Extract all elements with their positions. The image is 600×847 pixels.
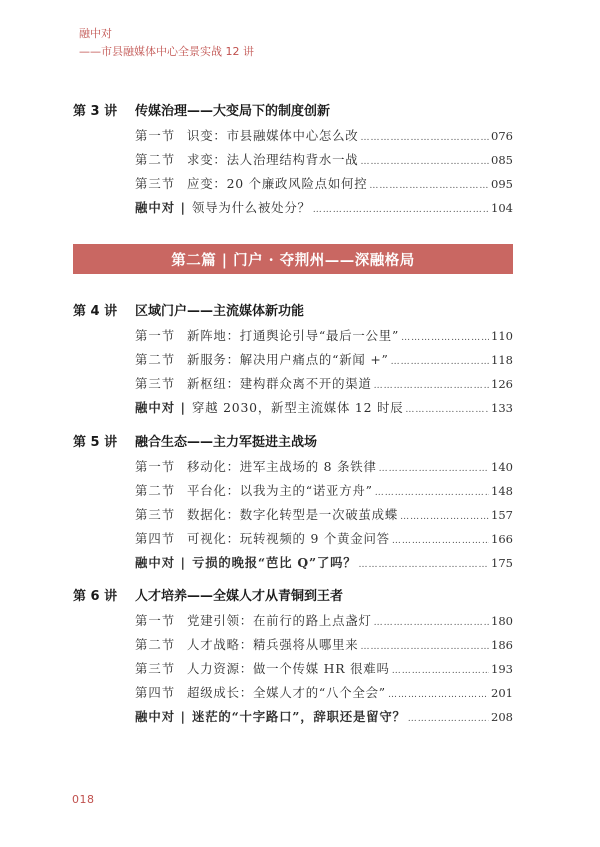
dot-leader bbox=[374, 381, 489, 391]
lecture-number: 第 4 讲 bbox=[73, 304, 118, 319]
lecture-title: 区域门户——主流媒体新功能 bbox=[135, 304, 305, 319]
lecture-number: 第 3 讲 bbox=[73, 104, 118, 119]
section-label: 第四节 bbox=[135, 684, 176, 700]
lecture-number: 第 6 讲 bbox=[73, 589, 118, 604]
entry-title: 新服务：解决用户痛点的“新闻 +” bbox=[187, 351, 389, 367]
entry-title: 亏损的晚报“芭比 Q”了吗？ bbox=[192, 554, 357, 570]
part-title: 第二篇 | 门户 · 夺荆州——深融格局 bbox=[171, 251, 415, 269]
page-number: 166 bbox=[491, 531, 513, 546]
lecture-title: 传媒治理——大变局下的制度创新 bbox=[135, 104, 331, 119]
dot-leader bbox=[360, 157, 489, 167]
dot-leader bbox=[405, 405, 489, 415]
dot-leader bbox=[375, 488, 489, 498]
section-label: 第二节 bbox=[135, 151, 176, 167]
toc-entry-discussion[interactable] bbox=[135, 553, 513, 577]
toc-entry[interactable] bbox=[135, 611, 513, 635]
dot-leader bbox=[360, 133, 489, 143]
lecture-4 bbox=[73, 300, 513, 422]
entry-title: 穿越 2030，新型主流媒体 12 时辰 bbox=[192, 399, 404, 415]
page-number: 148 bbox=[491, 483, 513, 498]
lecture-heading bbox=[73, 431, 513, 453]
toc-entry[interactable] bbox=[135, 529, 513, 553]
lecture-title: 人才培养——全媒人才从青铜到王者 bbox=[135, 589, 344, 604]
dot-leader bbox=[392, 536, 489, 546]
book-title: 融中对 bbox=[79, 27, 112, 40]
toc-entry[interactable] bbox=[135, 659, 513, 683]
entry-title: 党建引领：在前行的路上点盏灯 bbox=[187, 613, 372, 628]
lecture-heading bbox=[73, 100, 513, 122]
section-label: 第三节 bbox=[135, 375, 176, 391]
page-number: 133 bbox=[491, 400, 513, 415]
section-label: 融中对 | bbox=[135, 554, 186, 570]
entry-title: 新枢纽：建构群众离不开的渠道 bbox=[187, 375, 372, 391]
dot-leader bbox=[369, 181, 489, 191]
page-number: 110 bbox=[491, 329, 513, 343]
folio-page-number: 018 bbox=[72, 793, 95, 806]
lecture-heading bbox=[73, 300, 513, 322]
page-number: 140 bbox=[491, 460, 513, 474]
toc-entry-discussion[interactable] bbox=[135, 198, 513, 222]
entry-title: 人力资源：做一个传媒 HR 很难吗 bbox=[187, 660, 390, 676]
section-label: 第一节 bbox=[135, 613, 176, 628]
page-number: 208 bbox=[491, 709, 513, 724]
entry-title: 平台化：以我为主的“诺亚方舟” bbox=[187, 482, 373, 498]
lecture-heading bbox=[73, 585, 513, 607]
dot-leader bbox=[391, 357, 489, 367]
section-label: 第三节 bbox=[135, 506, 176, 522]
page-number: 193 bbox=[491, 661, 513, 676]
page-number: 175 bbox=[491, 555, 513, 570]
lecture-5 bbox=[73, 431, 513, 576]
section-label: 融中对 | bbox=[135, 399, 186, 415]
entry-title: 求变：法人治理结构背水一战 bbox=[187, 151, 359, 167]
running-header bbox=[79, 26, 254, 60]
entry-title: 超级成长：全媒人才的“八个全会” bbox=[187, 684, 386, 700]
toc-entry[interactable] bbox=[135, 150, 513, 174]
section-label: 融中对 | bbox=[135, 708, 186, 724]
section-label: 第三节 bbox=[135, 175, 176, 191]
section-label: 第一节 bbox=[135, 328, 176, 343]
toc-entry[interactable] bbox=[135, 481, 513, 505]
toc-entry-discussion[interactable] bbox=[135, 398, 513, 422]
page-number: 085 bbox=[491, 152, 513, 167]
dot-leader bbox=[313, 205, 489, 215]
section-label: 第四节 bbox=[135, 530, 176, 546]
toc-entry[interactable] bbox=[135, 635, 513, 659]
toc-entry[interactable] bbox=[135, 350, 513, 374]
book-subtitle: ——市县融媒体中心全景实战 12 讲 bbox=[79, 45, 254, 58]
entry-title: 移动化：进军主战场的 8 条铁律 bbox=[187, 459, 377, 474]
entry-title: 领导为什么被处分？ bbox=[192, 199, 311, 215]
entry-title: 人才战略：精兵强将从哪里来 bbox=[187, 636, 359, 652]
entry-title: 迷茫的“十字路口”，辞职还是留守？ bbox=[192, 708, 406, 724]
dot-leader bbox=[408, 714, 489, 724]
page-number: 095 bbox=[491, 176, 513, 191]
toc-entry[interactable] bbox=[135, 374, 513, 398]
toc-entry[interactable] bbox=[135, 126, 513, 150]
toc-entry-discussion[interactable] bbox=[135, 707, 513, 731]
dot-leader bbox=[379, 464, 489, 474]
page-number: 118 bbox=[491, 352, 513, 367]
dot-leader bbox=[388, 690, 489, 700]
dot-leader bbox=[401, 333, 489, 343]
toc-entry[interactable] bbox=[135, 457, 513, 481]
entry-title: 应变：20 个廉政风险点如何控 bbox=[187, 175, 368, 191]
lecture-number: 第 5 讲 bbox=[73, 435, 118, 450]
lecture-3 bbox=[73, 100, 513, 222]
dot-leader bbox=[392, 666, 489, 676]
page-number: 201 bbox=[491, 685, 513, 700]
section-label: 融中对 | bbox=[135, 199, 186, 215]
toc-entry[interactable] bbox=[135, 505, 513, 529]
section-label: 第一节 bbox=[135, 128, 176, 143]
part-banner bbox=[73, 244, 513, 274]
page-number: 126 bbox=[491, 376, 513, 391]
dot-leader bbox=[360, 642, 489, 652]
lecture-title: 融合生态——主力军挺进主战场 bbox=[135, 435, 318, 450]
dot-leader bbox=[358, 560, 489, 570]
page-number: 157 bbox=[491, 507, 513, 522]
toc-entry[interactable] bbox=[135, 683, 513, 707]
toc-entry[interactable] bbox=[135, 174, 513, 198]
page-number: 180 bbox=[491, 614, 513, 628]
entry-title: 数据化：数字化转型是一次破茧成蝶 bbox=[187, 506, 399, 522]
toc-entry[interactable] bbox=[135, 326, 513, 350]
section-label: 第一节 bbox=[135, 459, 176, 474]
entry-title: 识变：市县融媒体中心怎么改 bbox=[187, 128, 359, 143]
section-label: 第二节 bbox=[135, 636, 176, 652]
page-number: 186 bbox=[491, 637, 513, 652]
section-label: 第三节 bbox=[135, 660, 176, 676]
entry-title: 新阵地：打通舆论引导“最后一公里” bbox=[187, 328, 400, 343]
dot-leader bbox=[400, 512, 489, 522]
entry-title: 可视化：玩转视频的 9 个黄金问答 bbox=[187, 530, 390, 546]
dot-leader bbox=[374, 618, 489, 628]
section-label: 第二节 bbox=[135, 351, 176, 367]
lecture-6 bbox=[73, 585, 513, 730]
page-number: 104 bbox=[491, 200, 513, 215]
page-number: 076 bbox=[491, 129, 513, 143]
section-label: 第二节 bbox=[135, 482, 176, 498]
